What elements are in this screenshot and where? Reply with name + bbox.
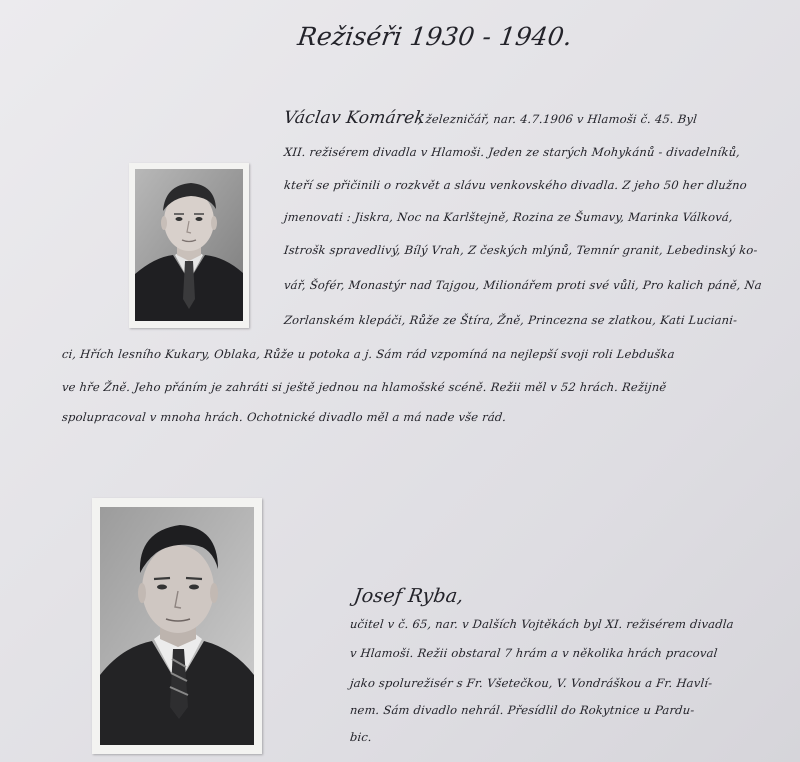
director-1-line-9: ve hře Žně. Jeho přáním je zahráti si ještě jednou na hlamošské scéně. Režii měl v 52 hrách. Režijně bbox=[61, 380, 668, 394]
director-2-line-2: v Hlamoši. Režii obstaral 7 hrám a v několika hrách pracoval bbox=[349, 646, 719, 660]
portrait-photo-1 bbox=[129, 163, 249, 328]
director-1-line-10: spolupracoval v mnoha hrách. Ochotnické divadlo měl a má nade vše rád. bbox=[61, 410, 508, 424]
director-1-line-3: kteří se přičinili o rozkvět a slávu venkovského divadla. Z jeho 50 her dlužno bbox=[283, 178, 748, 192]
page-title: Režiséři 1930 - 1940. bbox=[295, 22, 575, 51]
portrait-ryba-image bbox=[100, 507, 254, 745]
director-2-name: Josef Ryba, bbox=[352, 585, 466, 607]
portrait-photo-2 bbox=[92, 498, 262, 754]
portrait-komarek-image bbox=[135, 169, 243, 321]
director-1-line-4: jmenovati : Jiskra, Noc na Karlštejně, Rozina ze Šumavy, Marinka Válková, bbox=[283, 210, 734, 224]
director-2-line-5: bic. bbox=[349, 730, 373, 744]
director-2-line-3: jako spolurežisér s Fr. Všetečkou, V. Vondráškou a Fr. Havlí- bbox=[349, 676, 714, 690]
director-1-line-2: XII. režisérem divadla v Hlamoši. Jeden ze starých Mohykánů - divadelníků, bbox=[283, 145, 741, 159]
director-1-line-5: Istrošk spravedlivý, Bílý Vrah, Z českých mlýnů, Temnír granit, Lebedinský ko- bbox=[283, 243, 759, 257]
director-1-line-1: , železničář, nar. 4.7.1906 v Hlamoši č. 45. Byl bbox=[417, 112, 698, 126]
director-2-line-4: nem. Sám divadlo nehrál. Přesídlil do Rokytnice u Pardu- bbox=[349, 703, 696, 717]
director-2-line-1: učitel v č. 65, nar. v Dalších Vojtěkách byl XI. režisérem divadla bbox=[349, 617, 735, 631]
director-1-line-6: vář, Šofér, Monastýr nad Tajgou, Milionářem proti své vůli, Pro kalich páně, Na bbox=[283, 278, 763, 292]
director-1-line-7: Zorlanském klepáči, Růže ze Štíra, Žně, Princezna se zlatkou, Kati Luciani- bbox=[283, 313, 739, 327]
director-1-name: Václav Komárek bbox=[282, 108, 427, 128]
director-1-line-8: ci, Hřích lesního Kukary, Oblaka, Růže u potoka a j. Sám rád vzpomíná na nejlepší svoji roli Lebduška bbox=[61, 347, 676, 361]
